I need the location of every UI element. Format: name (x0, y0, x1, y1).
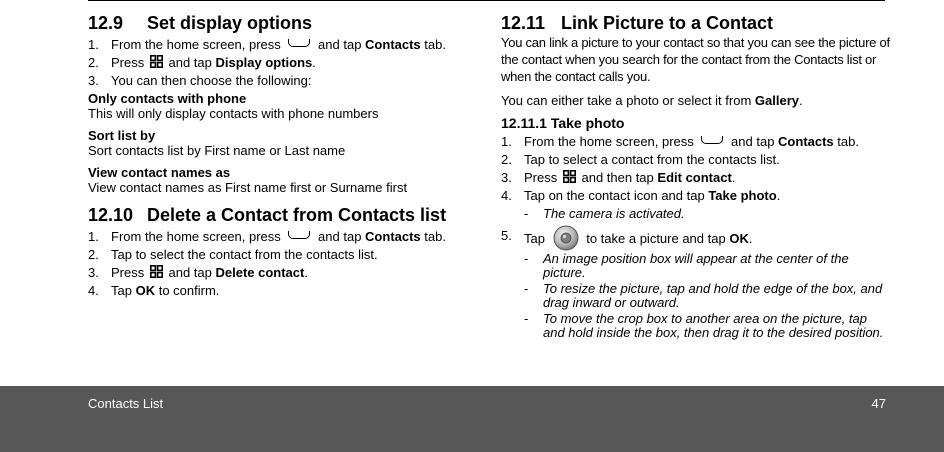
note-item (501, 282, 889, 310)
left-column (88, 12, 468, 300)
list-item (501, 151, 891, 169)
step-text: to take a picture and tap (586, 231, 726, 246)
step-bold: OK (729, 231, 749, 246)
section-title: Set display options (147, 13, 313, 33)
step-text: and tap (168, 55, 212, 70)
option-description: View contact names as First name first or Surname first (88, 180, 408, 195)
step-number: 3. (88, 73, 99, 88)
list-item (88, 264, 468, 282)
home-key-icon (288, 231, 310, 239)
step-number: 4. (501, 188, 512, 203)
step-text: Press (524, 170, 558, 185)
list-item (501, 133, 891, 151)
subsection-number: 12.11.1 (501, 115, 547, 131)
step-text: tab. (424, 229, 446, 244)
step-text: and tap (318, 229, 362, 244)
menu-key-icon (150, 265, 163, 278)
option-block (88, 128, 468, 158)
step-number: 3. (501, 170, 512, 185)
section-heading-12-10 (88, 204, 468, 226)
either-paragraph (501, 92, 891, 109)
section-heading-12-11 (501, 12, 891, 34)
step-number: 4. (88, 283, 99, 298)
note-item (501, 312, 889, 340)
step-text: Tap (524, 231, 545, 246)
section-number: 12.9 (88, 13, 124, 33)
home-key-icon (701, 136, 723, 144)
step-text: and tap (318, 37, 362, 52)
step-text: tab. (837, 134, 859, 149)
step-text: Press (111, 265, 145, 280)
step-number: 5. (501, 228, 512, 243)
note-text: To move the crop box to another area on the picture, tap and hold inside the box, then drag it to the desired position. (543, 311, 884, 340)
step-text: tab. (424, 37, 446, 52)
list-item (501, 169, 891, 187)
notes-list (501, 252, 889, 340)
intro-paragraph: You can link a picture to your contact so that you can see the picture of the contact when you search for the contact from the Contacts list or when the contact calls you. (501, 35, 890, 84)
steps-list (88, 228, 468, 300)
list-item (88, 72, 468, 90)
menu-key-icon (563, 170, 576, 183)
step-number: 2. (501, 152, 512, 167)
step-text: and tap (731, 134, 775, 149)
section-number: 12.10 (88, 205, 134, 225)
page-number: 47 (871, 396, 886, 411)
list-item (88, 246, 468, 264)
step-number: 1. (88, 229, 99, 244)
note-text: To resize the picture, tap and hold the edge of the box, and drag inward or outward. (543, 281, 883, 310)
step-bold: Contacts (778, 134, 834, 149)
step-text: You can then choose the following: (111, 73, 312, 88)
list-item (88, 228, 468, 246)
step-text: . (731, 170, 736, 185)
step-text: Tap on the contact icon and tap (524, 188, 705, 203)
paragraph-bold: Gallery (754, 93, 799, 108)
option-title: Sort list by (88, 128, 156, 143)
camera-shutter-icon (553, 225, 579, 251)
note-dash: - (524, 281, 529, 296)
step-text: From the home screen, press (111, 37, 281, 52)
note-text: An image position box will appear at the center of the picture. (543, 251, 849, 280)
step-bold: Contacts (365, 37, 421, 52)
step-text: Tap (111, 283, 132, 298)
note-item (501, 252, 889, 280)
note-dash: - (524, 251, 529, 266)
step-text: Press (111, 55, 145, 70)
step-text: Tap to select a contact from the contacts list. (524, 152, 780, 167)
step-text: . (748, 231, 753, 246)
list-item (88, 282, 468, 300)
list-item (501, 225, 891, 251)
page-footer (0, 386, 944, 452)
step-number: 2. (88, 247, 99, 262)
step-text: From the home screen, press (524, 134, 694, 149)
step-number: 1. (88, 37, 99, 52)
option-description: Sort contacts list by First name or Last name (88, 143, 346, 158)
right-column (501, 12, 891, 340)
steps-list (501, 133, 891, 205)
list-item (88, 54, 468, 72)
step-text: and tap (168, 265, 212, 280)
note-dash: - (524, 311, 529, 326)
step-text: . (304, 265, 308, 280)
top-rule (88, 0, 885, 1)
menu-key-icon (150, 55, 163, 68)
footer-title: Contacts List (88, 396, 164, 411)
step-bold: Delete contact (215, 265, 305, 280)
home-key-icon (288, 39, 310, 47)
step-text: to confirm. (158, 283, 220, 298)
notes-list (501, 207, 891, 221)
step-bold: Take photo (708, 188, 777, 203)
step-text: Tap to select the contact from the contacts list. (111, 247, 378, 262)
step-number: 1. (501, 134, 512, 149)
section-title: Delete a Contact from Contacts list (147, 205, 447, 225)
option-block (88, 91, 468, 121)
option-title: View contact names as (88, 165, 231, 180)
section-number: 12.11 (501, 13, 546, 33)
step-bold: Display options (215, 55, 313, 70)
paragraph-text: . (799, 93, 803, 108)
step-number: 3. (88, 265, 99, 280)
subsection-title: Take photo (550, 115, 625, 131)
step-text: From the home screen, press (111, 229, 281, 244)
step-text: . (776, 188, 781, 203)
note-item (501, 207, 891, 221)
section-title: Link Picture to a Contact (561, 13, 774, 33)
section-heading-12-9 (88, 12, 468, 34)
option-description: This will only display contacts with phone numbers (88, 106, 379, 121)
note-dash: - (524, 206, 529, 221)
step-text: . (312, 55, 316, 70)
step-number: 2. (88, 55, 99, 70)
step-text: and then tap (581, 170, 654, 185)
subsection-heading-12-11-1 (501, 114, 891, 132)
list-item (501, 187, 891, 205)
list-item (88, 36, 468, 54)
step-bold: Edit contact (657, 170, 732, 185)
step-bold: Contacts (365, 229, 421, 244)
paragraph-text: You can either take a photo or select it from (501, 93, 752, 108)
note-text: The camera is activated. (543, 206, 685, 221)
option-title: Only contacts with phone (88, 91, 247, 106)
steps-list (88, 36, 468, 90)
step-bold: OK (135, 283, 156, 298)
option-block (88, 165, 468, 195)
steps-list (501, 225, 891, 251)
